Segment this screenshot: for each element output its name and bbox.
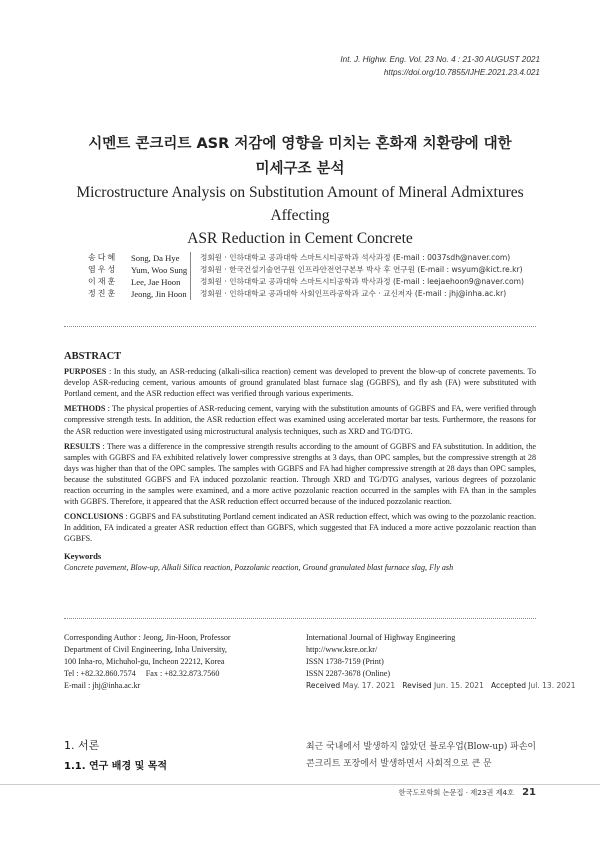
revised-label: Revised xyxy=(402,681,432,690)
abstract-heading: ABSTRACT xyxy=(64,351,122,362)
author-divider xyxy=(190,252,191,300)
author-affiliation: 정회원 · 인하대학교 공과대학 스마트시티공학과 박사과정 (E-mail : leejaehoon9@naver.com) xyxy=(200,277,524,286)
author-affiliation: 정회원 · 한국건설기술연구원 인프라안전연구본부 박사 후 연구원 (E-mail : wsyum@kict.re.kr) xyxy=(200,265,523,274)
methods-label: METHODS xyxy=(64,404,106,414)
purposes-text: : In this study, an ASR-reducing (alkali-silica reaction) cement was developed to prevent the blow-up of concrete pavements. To develop ASR-reducing cement, various amounts of ground granulated blast furnace slag (GGBFS), and fly ash (FA) were substituted with Portland cement, and the ASR reduction effect was verified through various experiments. xyxy=(64,367,536,399)
corresponding-line: Corresponding Author : Jeong, Jin-Hoon, Professor xyxy=(64,633,231,642)
page-number: 21 xyxy=(522,787,536,798)
journal-info-line: International Journal of Highway Engineering xyxy=(306,633,456,642)
journal-url[interactable]: http://www.ksre.or.kr/ xyxy=(306,645,378,654)
dotted-divider xyxy=(64,326,536,327)
keywords-heading: Keywords xyxy=(64,550,102,561)
title-korean xyxy=(60,132,540,182)
journal-info-line: ISSN 1738-7159 (Print) xyxy=(306,657,384,666)
author-affiliation: 정회원 · 인하대학교 공과대학 사회인프라공학과 교수 · 교신저자 (E-mail : jhj@inha.ac.kr) xyxy=(200,289,507,298)
corresponding-email[interactable]: E-mail : jhj@inha.ac.kr xyxy=(64,681,141,690)
abstract-results xyxy=(64,441,536,508)
accepted-label: Accepted xyxy=(491,681,526,690)
results-text: : There was a difference in the compressive strength results according to the amount of GGBFS and FA substitution. In addition, the samples with GGBFS and FA exhibited relatively lower compressive strengths at 3 days, than OPC samples, but the compressive strength at 28 days was higher than that of the OPC samples. The samples with GGBFS and FA had higher compressive strength at 28 days than OPC samples, because the substituted GGBFS and FA induced pozzolanic reaction. Through XRD and TG/DTG analyses, various degrees of pozzolanic reaction occurring in the samples were examined, and a more active pozzolanic reaction occurred in the samples with FA than in the samples with GGBFS. Therefore, it appeared that the ASR reduction effect occurred because of the induced pozzolanic reaction. xyxy=(64,441,536,507)
abstract-purposes xyxy=(64,366,536,399)
received-label: Received xyxy=(306,681,341,690)
journal-citation: Int. J. Highw. Eng. Vol. 23 No. 4 : 21-30 AUGUST 2021 xyxy=(340,55,540,64)
author-name-ko: 송다혜 xyxy=(88,253,118,262)
methods-text: : The physical properties of ASR-reducing cement, varying with the substitution amounts of GGBFS and FA, were verified through compressive strength tests. In addition, the ASR reduction effect was examined using accelerated mortar bar tests. Furthermore, the reasons for the ASR reduction were investigated using microstructural analysis techniques, such as XRD and TG/DTG. xyxy=(64,404,536,436)
corresponding-author xyxy=(64,632,231,692)
abstract-conclusions xyxy=(64,511,536,544)
accepted-date: Jul. 13. 2021 xyxy=(528,681,576,690)
page-footer xyxy=(399,787,536,798)
title-english xyxy=(60,181,540,250)
author-name-en: Lee, Jae Hoon xyxy=(131,277,181,287)
title-english-line2: ASR Reduction in Cement Concrete xyxy=(187,230,413,247)
revised-date: Jun. 15. 2021 xyxy=(433,681,484,690)
conclusions-label: CONCLUSIONS xyxy=(64,512,124,522)
corresponding-line: 100 Inha-ro, Michuhol-gu, Incheon 22212, Korea xyxy=(64,657,225,666)
author-name-en: Jeong, Jin Hoon xyxy=(131,289,187,299)
abstract-methods xyxy=(64,403,536,436)
corresponding-line: Tel : +82.32.860.7574 Fax : +82.32.873.7560 xyxy=(64,669,220,678)
abstract-block xyxy=(64,351,536,573)
corresponding-line: Department of Civil Engineering, Inha University, xyxy=(64,645,227,654)
title-korean-line1: 시멘트 콘크리트 ASR 저감에 영향을 미치는 혼화재 치환량에 대한 xyxy=(88,136,512,152)
subsection-heading: 1.1. 연구 배경 및 목적 xyxy=(64,761,168,772)
journal-header xyxy=(340,53,540,79)
author-name-ko: 염우성 xyxy=(88,265,118,274)
received-date: May. 17. 2021 xyxy=(342,681,396,690)
results-label: RESULTS xyxy=(64,441,101,451)
title-english-line1: Microstructure Analysis on Substitution Amount of Mineral Admixtures Affecting xyxy=(76,184,524,224)
conclusions-text: : GGBFS and FA substituting Portland cement indicated an ASR reduction effect, which was owing to the pozzolanic reaction. In addition, FA indicated a greater ASR reduction effect than GGBFS, which suggested that FA induced a more active pozzolanic reaction than GGBFS. xyxy=(64,512,536,544)
dotted-divider xyxy=(64,618,536,619)
footer-journal: 한국도로학회 논문집 · 제23권 제4호 xyxy=(398,788,515,797)
body-text: 최근 국내에서 발생하지 않았던 블로우업(Blow-up) 파손이 콘크리트 포장에서 발생하면서 사회적으로 큰 문 xyxy=(306,742,536,769)
author-name-en: Yum, Woo Sung xyxy=(131,265,188,275)
footer-divider xyxy=(0,784,600,785)
author-name-ko: 이재훈 xyxy=(88,277,118,286)
journal-doi[interactable]: https://doi.org/10.7855/IJHE.2021.23.4.021 xyxy=(383,68,540,77)
received-dates xyxy=(306,680,576,692)
journal-info-line: ISSN 2287-3678 (Online) xyxy=(306,669,391,678)
journal-info xyxy=(306,632,576,692)
title-korean-line2: 미세구조 분석 xyxy=(255,161,345,177)
purposes-label: PURPOSES xyxy=(64,367,107,377)
keywords-text: Concrete pavement, Blow-up, Alkali Silica reaction, Pozzolanic reaction, Ground granulated blast furnace slag, Fly ash xyxy=(64,562,454,572)
author-name-ko: 정진훈 xyxy=(88,289,118,298)
author-name-en: Song, Da Hye xyxy=(131,253,180,263)
section-heading: 1. 서론 xyxy=(64,739,100,752)
author-affiliation: 정회원 · 인하대학교 공과대학 스마트시티공학과 석사과정 (E-mail : 0037sdh@naver.com) xyxy=(200,253,511,262)
